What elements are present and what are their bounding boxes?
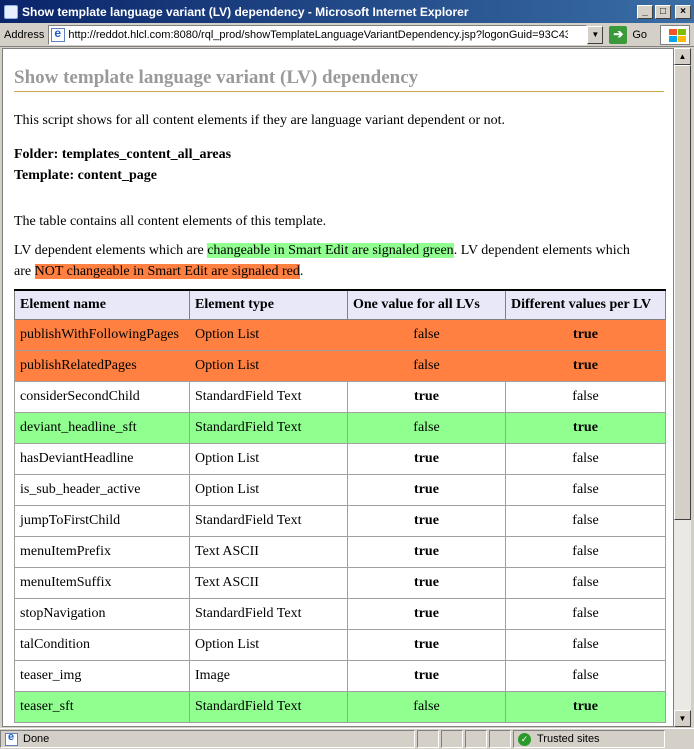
cell-element-name: publishWithFollowingPages: [15, 319, 190, 350]
address-label: Address: [4, 28, 45, 41]
cell-element-name: considerSecondChild: [15, 381, 190, 412]
cell-one-value: false: [348, 319, 506, 350]
cell-element-name: deviant_headline_sft: [15, 412, 190, 443]
cell-element-type: StandardField Text: [190, 691, 348, 722]
cell-element-type: Text ASCII: [190, 536, 348, 567]
table-row: [15, 381, 666, 412]
cell-one-value: true: [348, 536, 506, 567]
table-row: [15, 629, 666, 660]
cell-different-values: false: [506, 443, 666, 474]
status-cell: [417, 730, 439, 748]
cell-one-value: true: [348, 443, 506, 474]
scroll-down-icon[interactable]: ▼: [674, 710, 691, 727]
cell-one-value: false: [348, 691, 506, 722]
cell-different-values: false: [506, 381, 666, 412]
go-label: Go: [632, 28, 648, 41]
intro-text: This script shows for all content elements if they are language variant dependent or not.: [14, 113, 506, 128]
vertical-scrollbar[interactable]: [674, 48, 691, 727]
address-field[interactable]: [48, 25, 587, 45]
cell-element-name: talCondition: [15, 629, 190, 660]
page-title: Show template language variant (LV) dependency: [14, 67, 664, 92]
cell-element-type: StandardField Text: [190, 598, 348, 629]
scroll-thumb[interactable]: [674, 65, 691, 520]
cell-element-name: is_sub_header_active: [15, 474, 190, 505]
table-row: [15, 567, 666, 598]
cell-element-type: StandardField Text: [190, 412, 348, 443]
window-titlebar: [0, 0, 694, 23]
header-element-name: Element name: [15, 290, 190, 319]
cell-one-value: true: [348, 598, 506, 629]
minimize-button[interactable]: _: [637, 5, 653, 19]
table-header-row: [15, 290, 666, 319]
legend-red: NOT changeable in Smart Edit are signaled red: [34, 264, 300, 279]
cell-element-type: StandardField Text: [190, 381, 348, 412]
cell-element-type: Option List: [190, 319, 348, 350]
cell-different-values: false: [506, 660, 666, 691]
security-zone: [513, 730, 665, 748]
table-row: [15, 443, 666, 474]
cell-element-type: StandardField Text: [190, 505, 348, 536]
status-bar: [0, 728, 694, 749]
address-bar: [0, 23, 694, 47]
header-different-values: Different values per LV: [506, 290, 666, 319]
color-legend: [14, 240, 644, 282]
cell-element-name: teaser_sft: [15, 691, 190, 722]
template-label: Template: content_page: [14, 168, 157, 183]
cell-different-values: false: [506, 505, 666, 536]
trusted-check-icon: ✓: [518, 733, 531, 746]
cell-one-value: true: [348, 381, 506, 412]
cell-element-type: Option List: [190, 629, 348, 660]
cell-one-value: true: [348, 629, 506, 660]
zone-label: Trusted sites: [537, 733, 600, 745]
table-row: [15, 660, 666, 691]
cell-one-value: false: [348, 412, 506, 443]
cell-different-values: false: [506, 598, 666, 629]
windows-logo-icon: [660, 25, 690, 45]
cell-element-name: teaser_img: [15, 660, 190, 691]
header-element-type: Element type: [190, 290, 348, 319]
page-viewport: [2, 48, 674, 727]
table-info-text: The table contains all content elements of this template.: [14, 214, 327, 229]
table-row: [15, 319, 666, 350]
cell-element-type: Option List: [190, 350, 348, 381]
header-one-value: One value for all LVs: [348, 290, 506, 319]
cell-element-type: Option List: [190, 443, 348, 474]
legend-text-2: . LV dependent elements which are: [14, 243, 630, 279]
cell-one-value: true: [348, 505, 506, 536]
close-button[interactable]: ×: [675, 5, 691, 19]
maximize-button[interactable]: □: [655, 5, 671, 19]
table-row: [15, 474, 666, 505]
status-cell: [489, 730, 511, 748]
address-dropdown-icon[interactable]: ▼: [587, 26, 603, 44]
cell-one-value: true: [348, 567, 506, 598]
status-text: Done: [23, 733, 50, 745]
cell-element-type: Text ASCII: [190, 567, 348, 598]
go-button[interactable]: [609, 26, 647, 44]
window-title: Show template language variant (LV) dependency - Microsoft Internet Explorer: [22, 4, 469, 19]
cell-different-values: false: [506, 536, 666, 567]
table-row: [15, 412, 666, 443]
table-row: [15, 691, 666, 722]
legend-green: changeable in Smart Edit are signaled green: [207, 243, 454, 258]
table-row: [15, 598, 666, 629]
cell-different-values: true: [506, 412, 666, 443]
cell-different-values: true: [506, 319, 666, 350]
cell-element-name: hasDeviantHeadline: [15, 443, 190, 474]
ie-app-icon: [4, 5, 18, 19]
table-row: [15, 536, 666, 567]
cell-one-value: false: [348, 350, 506, 381]
scroll-up-icon[interactable]: ▲: [674, 48, 691, 65]
cell-different-values: false: [506, 474, 666, 505]
page-icon: [51, 28, 65, 42]
legend-text-3: .: [299, 264, 304, 279]
cell-different-values: true: [506, 691, 666, 722]
cell-one-value: true: [348, 474, 506, 505]
ie-page-icon: [5, 733, 18, 746]
cell-element-type: Option List: [190, 474, 348, 505]
cell-different-values: false: [506, 567, 666, 598]
cell-one-value: true: [348, 660, 506, 691]
cell-different-values: false: [506, 629, 666, 660]
cell-element-name: menuItemPrefix: [15, 536, 190, 567]
folder-label: Folder: templates_content_all_areas: [14, 147, 232, 162]
status-cell: [465, 730, 487, 748]
table-row: [15, 505, 666, 536]
address-input[interactable]: [68, 29, 568, 41]
cell-element-name: stopNavigation: [15, 598, 190, 629]
legend-text-1: LV dependent elements which are: [14, 243, 208, 258]
status-cell: [441, 730, 463, 748]
go-arrow-icon: ➔: [609, 26, 627, 44]
dependency-table: [14, 289, 666, 723]
cell-different-values: true: [506, 350, 666, 381]
cell-element-type: Image: [190, 660, 348, 691]
cell-element-name: menuItemSuffix: [15, 567, 190, 598]
cell-element-name: publishRelatedPages: [15, 350, 190, 381]
cell-element-name: jumpToFirstChild: [15, 505, 190, 536]
table-row: [15, 350, 666, 381]
